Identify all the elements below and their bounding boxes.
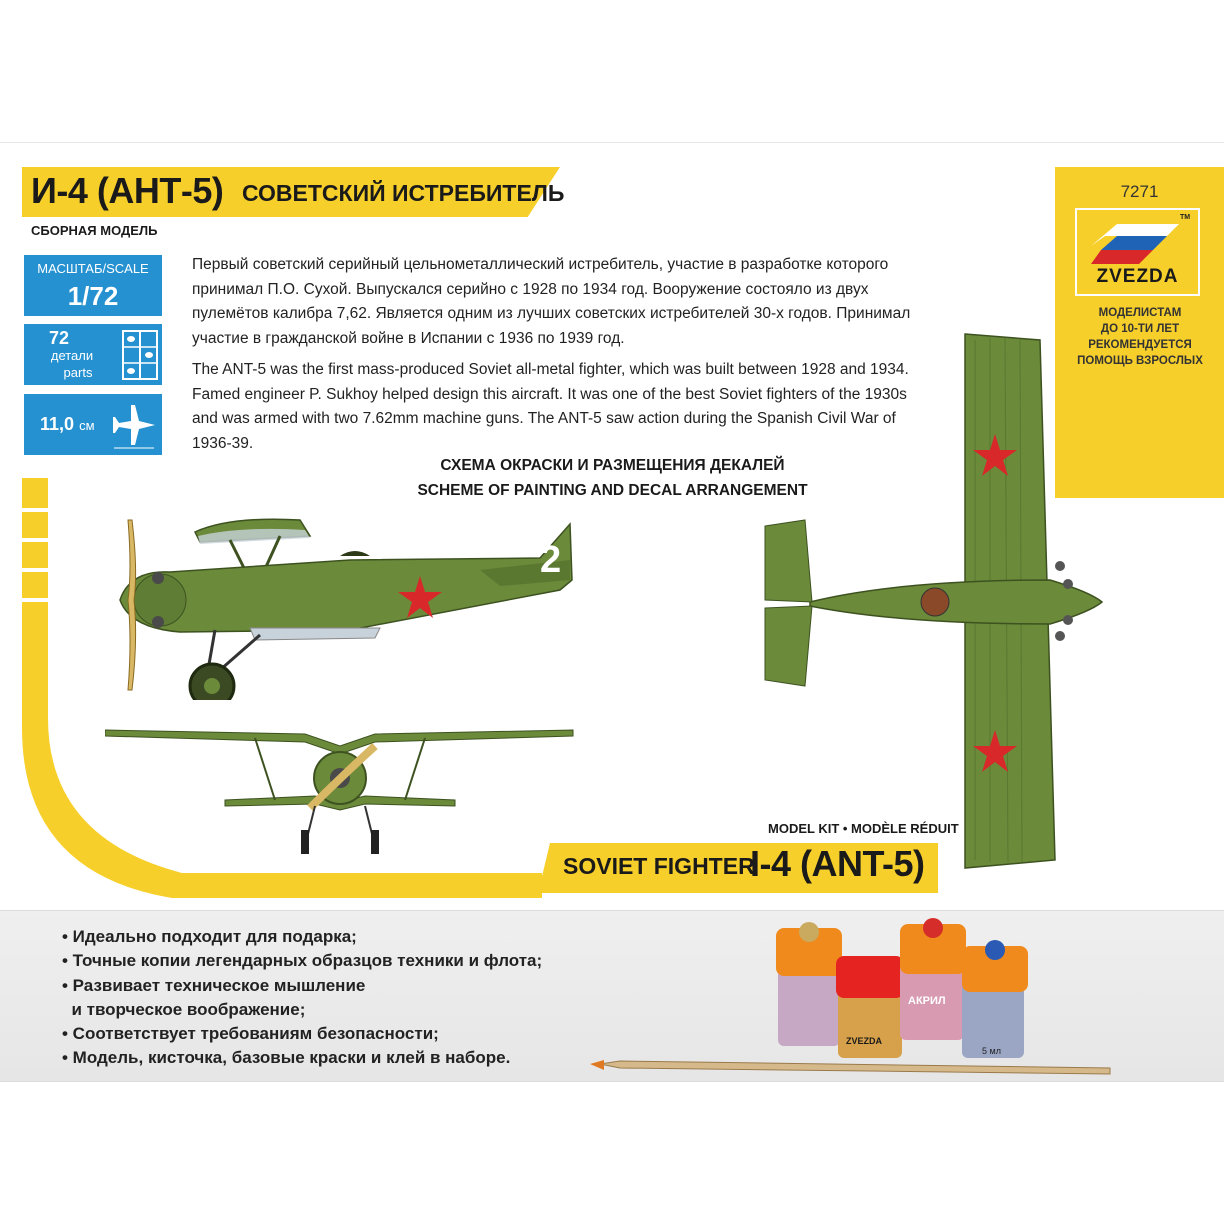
footer-name-main: I-4 (ANT-5) <box>750 843 925 884</box>
assembled-model-label: СБОРНАЯ МОДЕЛЬ <box>31 223 158 238</box>
description-en: The ANT-5 was the first mass-produced Soviet all-metal fighter, which was built between 1928 and 1934. Famed engineer P. Sukhoy helped design this aircraft. It was one of the best Soviet fighters of the 1930s and was armed with two 7.62mm machine guns. The ANT-5 saw action during the Spanish Civil War of 1936-39. <box>192 361 909 452</box>
paint-volume: 5 мл <box>982 1046 1001 1056</box>
paint-jar-brand: ZVEZDA <box>846 1036 882 1046</box>
parts-count: 72 <box>48 328 70 348</box>
feature-item: • Идеально подходит для подарка; <box>62 927 357 946</box>
age-line: МОДЕЛИСТАМ <box>1098 307 1182 319</box>
feature-item: • Точные копии легендарных образцов техники и флота; <box>62 951 543 971</box>
description-ru: Первый советский серийный цельнометаллический истребитель, участие в разработке которого принимал П.О. Сухой. Выпускался серийно с 1928 по 1934 год. Вооружение состояло из двух пулемётов калибра 7,62. Является одним из лучших советских истребителей 30-х годов. Принимал участие в гражданской войне в Испании с 1936 по 1939 год. <box>192 256 911 347</box>
parts-label-ru: детали <box>50 348 94 363</box>
page-title: И-4 (АНТ-5) <box>31 170 224 211</box>
length-number: 11,0 <box>40 414 75 434</box>
length-value <box>40 414 95 435</box>
paint-set-image <box>590 918 1120 1080</box>
feature-item: • Соответствует требованиям безопасности; <box>62 1024 439 1044</box>
flag-logo-icon <box>1087 220 1187 264</box>
footer-name-prefix: SOVIET FIGHTER <box>563 853 755 879</box>
aircraft-length-icon <box>110 400 158 450</box>
sprue-icon <box>122 330 158 380</box>
length-spec-box <box>24 394 162 455</box>
feature-list <box>62 925 542 1071</box>
parts-label-en: parts <box>63 365 93 380</box>
aircraft-front-view <box>105 718 575 858</box>
feature-item: • Модель, кисточка, базовые краски и клей в наборе. <box>62 1048 511 1068</box>
feature-item: и творческое воображение; <box>62 999 306 1019</box>
tail-number: 2 <box>540 539 562 581</box>
page-subtitle: СОВЕТСКИЙ ИСТРЕБИТЕЛЬ <box>242 180 565 206</box>
feature-item: • Развивает техническое мышление <box>62 975 366 995</box>
age-line: ДО 10-ТИ ЛЕТ <box>1100 323 1180 335</box>
age-line: РЕКОМЕНДУЕТСЯ <box>1088 339 1192 351</box>
paint-jar-label: АКРИЛ <box>908 995 946 1007</box>
length-unit: см <box>79 418 95 433</box>
scale-label: МАСШТАБ/SCALE <box>37 261 149 276</box>
brand-name: ZVEZDA <box>1096 266 1179 287</box>
trademark-mark: TM <box>1180 214 1191 221</box>
kit-number: 7271 <box>1120 182 1159 201</box>
model-kit-label: MODEL KIT • MODÈLE RÉDUIT <box>768 821 959 836</box>
scheme-title-ru: СХЕМА ОКРАСКИ И РАЗМЕЩЕНИЯ ДЕКАЛЕЙ <box>440 457 785 474</box>
scale-value: 1/72 <box>67 281 119 311</box>
aircraft-side-view <box>100 510 580 700</box>
parts-spec-box <box>24 324 162 385</box>
scheme-title-en: SCHEME OF PAINTING AND DECAL ARRANGEMENT <box>417 482 808 499</box>
aircraft-top-view <box>750 330 1110 870</box>
scale-spec-box <box>24 255 162 316</box>
zvezda-logo <box>1075 208 1200 296</box>
age-line: ПОМОЩЬ ВЗРОСЛЫХ <box>1077 355 1203 367</box>
